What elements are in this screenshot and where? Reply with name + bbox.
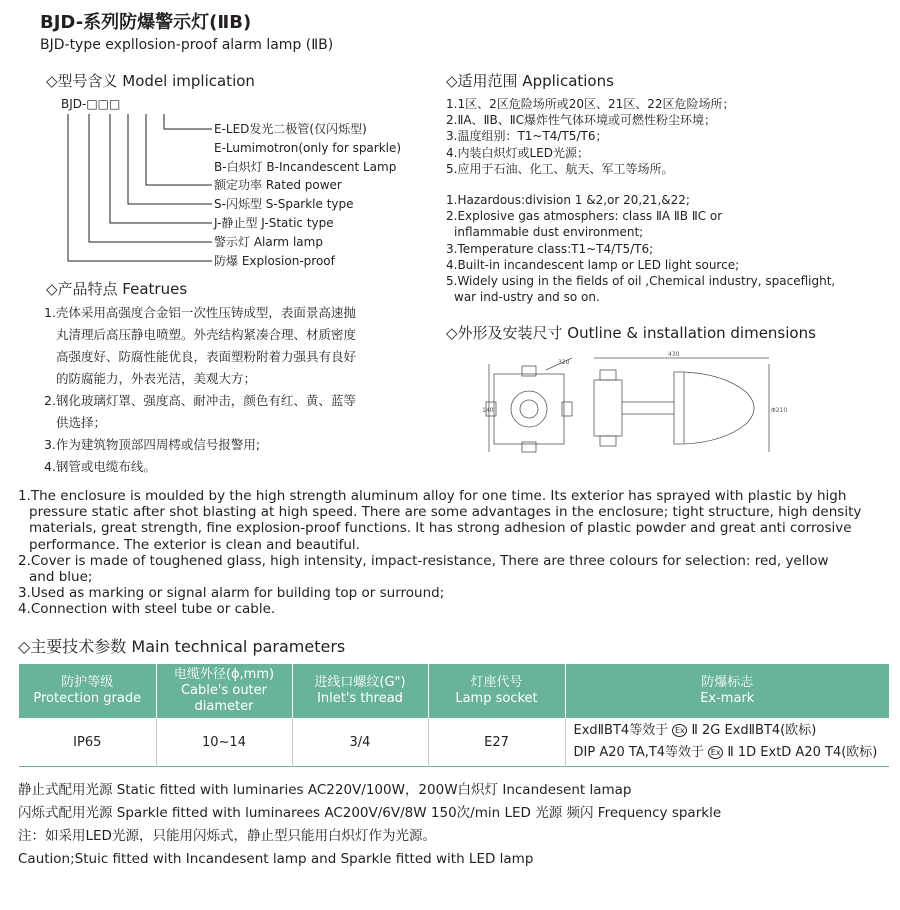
feature-en-line: materials, great strength, fine explosion-proof functions. It has strong adhesion of plastic powder and great anti corrosive xyxy=(29,520,852,537)
application-en-line: 4.Built-in incandescent lamp or LED light source; xyxy=(446,257,740,272)
feature-cn-line: 1.壳体采用高强度合金铝一次性压铸成型，表面景高速抛 xyxy=(44,305,356,320)
cell-protection: IP65 xyxy=(73,734,102,750)
note-line: 注：如采用LED光源，只能用闪烁式，静止型只能用白炽灯作为光源。 xyxy=(18,828,436,844)
application-en-line: inflammable dust environment; xyxy=(454,225,644,240)
application-cn-line: 5.应用于石油、化工、航天、军工等场所。 xyxy=(446,161,674,176)
notes-list xyxy=(18,779,721,871)
feature-cn-line: 4.钢管或电缆布线。 xyxy=(44,459,156,474)
params-heading: ◇主要技术参数 Main technical parameters xyxy=(18,637,346,656)
note-line: 静止式配用光源 Static fitted with luminaries AC220V/100W，200W白炽灯 Incandesent lamap xyxy=(18,782,632,798)
dimension-label: 140 xyxy=(482,407,494,414)
cell-socket: E27 xyxy=(428,718,565,767)
feature-cn-line: 供选择； xyxy=(56,415,107,430)
features-en-list xyxy=(18,488,861,618)
feature-en-line: and blue; xyxy=(29,569,93,586)
application-cn-line: 2.ⅡA、ⅡB、ⅡC爆炸性气体环境或可燃性粉尘环境； xyxy=(446,113,716,128)
application-en-line: 3.Temperature class:T1~T4/T5/T6; xyxy=(446,241,654,256)
model-label: 额定功率 Rated power xyxy=(214,178,342,193)
page-title: BJD-系列防爆警示灯(ⅡB) xyxy=(40,12,252,33)
model-heading: ◇型号含义 Model implication xyxy=(46,72,255,90)
model-label: S-闪烁型 S-Sparkle type xyxy=(214,197,354,212)
feature-en-line: 3.Used as marking or signal alarm for building top or surround; xyxy=(18,585,445,602)
application-cn-line: 3.温度组别：T1~T4/T5/T6； xyxy=(446,129,608,144)
cell-cable: 10~14 xyxy=(156,718,292,767)
params-table xyxy=(19,664,889,767)
features-heading: ◇产品特点 Featrues xyxy=(46,280,188,298)
model-label: E-LED发光二极管(仅闪烁型) xyxy=(214,122,367,136)
model-label: B-白炽灯 B-Incandescent Lamp xyxy=(214,159,397,174)
application-en-line: war ind-ustry and so on. xyxy=(454,290,600,305)
ex-mark-icon: Ex xyxy=(708,746,723,759)
feature-en-line: 4.Connection with steel tube or cable. xyxy=(18,601,276,618)
applications-heading: ◇适用范围 Applications xyxy=(446,72,614,90)
feature-cn-line: 高强度好、防腐性能优良，表面塑粉附着力强具有良好 xyxy=(56,349,357,364)
outline-heading: ◇外形及安装尺寸 Outline & installation dimensions xyxy=(446,324,816,342)
dimension-label: 320 xyxy=(558,359,570,366)
feature-en-line: performance. The exterior is clean and beautiful. xyxy=(29,536,360,553)
application-cn-line: 4.内装白炽灯或LED光源； xyxy=(446,145,589,160)
cell-thread: 3/4 xyxy=(292,718,428,767)
page-subtitle: BJD-type expllosion-proof alarm lamp (ⅡB) xyxy=(40,37,334,53)
column-header: 进线口螺纹(G") Inlet's thread xyxy=(292,664,428,718)
application-en-line: 2.Explosive gas atmosphers: class ⅡA ⅡB ⅡC or xyxy=(446,209,723,224)
params-header-row xyxy=(19,664,889,718)
feature-cn-line: 丸清理后高压静电喷塑。外壳结构紧凑合理、材质密度 xyxy=(56,327,357,342)
outline-drawing xyxy=(482,351,788,462)
model-code: BJD-□□□ xyxy=(61,97,121,111)
column-header: 电缆外径(ϕ,mm) Cable's outer diameter xyxy=(156,664,292,718)
note-line: Caution;Stuic fitted with Incandesent lamp and Sparkle fitted with LED lamp xyxy=(18,851,534,867)
dimension-label: Φ210 xyxy=(771,407,788,414)
feature-cn-line: 的防腐能力，外表光洁，美观大方； xyxy=(56,371,257,386)
column-header: 灯座代号 Lamp socket xyxy=(428,664,565,718)
applications-cn-list xyxy=(446,96,735,177)
model-label: E-Lumimotron(only for sparkle) xyxy=(214,140,402,155)
applications-en-list xyxy=(446,192,835,305)
feature-en-line: 2.Cover is made of toughened glass, high intensity, impact-resistance, There are three colours for selection: red, yellow xyxy=(18,552,829,569)
model-label: J-静止型 J-Static type xyxy=(214,215,334,230)
model-label: 警示灯 Alarm lamp xyxy=(214,234,323,249)
model-label-list xyxy=(214,120,401,270)
application-cn-line: 1.1区、2区危险场所或20区、21区、22区危险场所； xyxy=(446,97,735,111)
table-row xyxy=(19,718,889,767)
model-label: 防爆 Explosion-proof xyxy=(214,253,335,268)
ex-mark-icon: Ex xyxy=(672,724,687,737)
feature-cn-line: 3.作为建筑物顶部四周樗或信号报警用; xyxy=(44,437,261,452)
application-en-line: 1.Hazardous:division 1 &2,or 20,21,&22; xyxy=(446,193,690,207)
feature-cn-line: 2.钢化玻璃灯罩、强度高、耐冲击，颜色有红、黄、蓝等 xyxy=(44,393,356,408)
feature-en-line: 1.The enclosure is moulded by the high strength aluminum alloy for one time. Its exterior has sprayed with plastic by high xyxy=(18,488,847,504)
dimension-label: 430 xyxy=(668,351,680,358)
feature-en-line: pressure static after shot blasting at high speed. There are some advantages in the enclosure; tight structure, high density xyxy=(29,504,862,521)
features-cn-list xyxy=(44,302,356,478)
application-en-line: 5.Widely using in the fields of oil ,Chemical industry, spaceflight, xyxy=(446,274,836,289)
column-header: 防爆标志 Ex-mark xyxy=(565,664,889,718)
model-bracket-lines xyxy=(60,108,220,268)
cell-exmark: ExdⅡBT4等效于 Ex Ⅱ 2G ExdⅡBT4(欧标) DIP A20 TA,T4等效于 Ex Ⅱ 1D ExtD A20 T4(欧标) xyxy=(565,718,889,767)
note-line: 闪烁式配用光源 Sparkle fitted with luminarees AC200V/6V/8W 150次/min LED 光源 频闪 Frequency sparkle xyxy=(18,805,722,821)
column-header: 防护等级 Protection grade xyxy=(19,664,156,718)
